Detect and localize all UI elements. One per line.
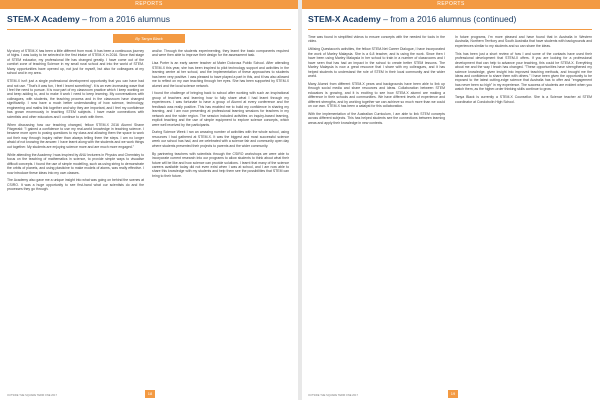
body-column-1 (308, 35, 445, 129)
body-column-1 (7, 49, 144, 195)
title-divider (7, 29, 291, 30)
paragraph: STEM-X isn't just a single professional development opportunity that you can have had and not use. "That's it was fun, I feel I learnt something". It is an ever-increasing wave that I feel the need to pursue. It is now part of my classroom practice which I keep working on and keep adding to, and to make it work I need to keep learning. My conversations with colleagues, with students, the teaching process and in the classroom have changed significantly. I now have a much better understanding of how science, technology, engineering and maths link together and why they are important, and I feel my confidence has grown enormously in teaching STEM subjects. I have made connections with scientists and other educators and I continue to work with them. (7, 79, 144, 119)
paragraph: My story of STEM-X has been a little different from most. It has been a continuous journey of highs. I was lucky to be selected in the first intake of STEM-X in 2016. Since that stage of STEM educator, my professional life has changed greatly. I have come out of the comfort zone of teaching Science in my small rural school and into the world of STEM. Many opportunities have opened up, not just for myself, but also for colleagues at my school and in my area. (7, 49, 144, 76)
paragraph: I found the challenge of bringing back to school after working with such an inspirational group of teachers and learning how to fully share what I had learnt through my experiences. I was fortunate to have a group of Alumni at every conference and the feedback was really positive. This has enabled me to build my confidence in sharing my learning, and I am now presenting at professional learning sessions for teachers in my network and the wider region. The session included activities on inquiry-based learning, explicit teaching and the use of simple equipment to explore science concepts, which were well received by the participants. (152, 91, 289, 127)
body-column-2 (152, 49, 289, 182)
paragraph: Tanya Black is currently a STEM-X Counsellor. She is a Science teacher at STEM coordinator at Condobolin High School. (455, 95, 592, 104)
header-bar (302, 0, 600, 9)
body-column-2 (455, 35, 592, 108)
paragraph: By partnering teachers with scientists through the CSIRO workshops we were able to incorporate current research into our programs to allow students to think about what their future will be like and how science can provide solutions. I learnt that many of the science careers available today did not even exist when I was at school, and I am now able to share this knowledge with my students and help them see the possibilities that STEM can bring to their future. (152, 151, 289, 178)
paragraph: Utilising Questacon's activities, the fellow STEM-Net Career Dialogue, I have incorporated the work of Marley Malaysia. She is a 6-8 teacher, and is using the work. Since then I have been using Marley Malaysia in her school to train in a number of classrooms and I have seen that has had an impact in the school to create better STEM lessons. The Marley Malaysia is now a great resource that I share with my colleagues, and it has helped students to understand the role of STEM in their local community and the wider world. (308, 47, 445, 79)
paragraph: In future programs, I'm more pleased and have found that in Australia in Western Australia, Northern Territory and South Australia that have students with backgrounds and experiences similar to my students and so can share the ideas. (455, 35, 592, 48)
paragraph: When discussing how our teaching changed, fellow STEM-X 2016 Alumni Shane Fitzgerald: "I gained a confidence to use my real-world knowledge in teaching science. I became more open to posing questions to my class and allowing them the space to work out their way through inquiry rather than always telling them the steps. I am no longer afraid of not knowing the answer. I have learnt along with the students and we work things out together. My students are enjoying science more and are much more engaged." (7, 122, 144, 149)
paragraph: Lisa Porter is an early career teacher at Mater Dolorosa Public School. After attending STEM-X this year, she has been inspired to pilot technology support and activities in the learning centre at her school, and the implementation of these approaches to students has been very positive. I was pleased to have played a part in this, and it has also allowed me to reflect on my own teaching through her eyes. She has been supported by STEM-X alumni and the local science network. (152, 61, 289, 88)
title-rest: – from a 2016 alumnus (continued) (380, 14, 517, 24)
paragraph: Many Alumni from different STEM-X years and backgrounds have been able to link up through social media and share resources and ideas. Collaboration between STEM educators is growing, and it is exciting to see how STEM-X alumni are making a difference in their schools and communities. We have different levels of experience and different strengths, and by working together we can achieve so much more than we could on our own. STEM-X has been a catalyst for this collaboration. (308, 81, 445, 109)
title-bold: STEM-X Academy (7, 14, 80, 24)
footer-text: OUTSIDE THE SQUARE TERM ONE 2017 (308, 394, 358, 397)
header-label: REPORTS (135, 1, 163, 7)
footer-text: OUTSIDE THE SQUARE TERM ONE 2017 (7, 394, 57, 397)
title-divider (308, 29, 592, 30)
paragraph: and/or. Through the students experimenting, they learnt the basic components required and were then able to improve their design for the assessment task. (152, 49, 289, 58)
paragraph: With the implementation of the Australian Curriculum, I am able to link STEM concepts across different subjects. This has helped students see the connections between learning areas and apply their knowledge in new contexts. (308, 111, 445, 125)
left-page (0, 0, 298, 400)
article-title (308, 14, 516, 24)
paragraph: During Science Week I ran an amazing number of activities with the whole school, using resources I had gathered at STEM-X. It was the biggest and most successful science week our school has had, and we celebrated with a science fair and community open day where students presented their projects to parents and the wider community. (152, 130, 289, 148)
paragraph: Time was found in simplified videos to ensure concepts with the needed for tools in the video. (308, 35, 445, 44)
right-page (302, 0, 600, 400)
title-rest: – from a 2016 alumnus (79, 14, 171, 24)
header-label: REPORTS (437, 1, 465, 7)
page-number: 18 (145, 390, 155, 398)
title-bold: STEM-X Academy (308, 14, 381, 24)
paragraph: The Academy also gave me a unique insight into what was going on behind the scenes at CSIRO. It was a huge opportunity to see first-hand what our scientists do and the processes they go through. (7, 178, 144, 192)
header-bar (0, 0, 298, 9)
byline-badge: By Tanya Black (113, 34, 185, 43)
article-title (7, 14, 170, 24)
paragraph: While attending the Academy I was inspired by ANU lecturers in Physics and Chemistry to focus on the teaching of mathematics in science, to provide simple ways to visualise difficult concepts. I found the use of simple modelling, such as using string to demonstrate the orbits of planets, and using plasticine to make models of atoms, was really effective. I now introduce these ideas into my own classes. (7, 152, 144, 175)
page-number: 19 (448, 390, 458, 398)
paragraph: This has been just a short review of how I and some of the contacts have used their professional development that STEM-X offers. If you are looking for a professional development that can help to advance your teaching, this could be STEM-X. Everything about me and the way I teach has changed. "These opportunities have strengthened my science knowledge, given insight into improved teaching methods, and brought me the ideas and confidence to share them with others." I have been given the opportunity to be exposed to the latest cutting-edge science that Australia has to offer and "engagement has never been so high" in my experience. The success of students are evident when you watch them, as the higher-order thinking skills continue to grow. (455, 51, 592, 92)
